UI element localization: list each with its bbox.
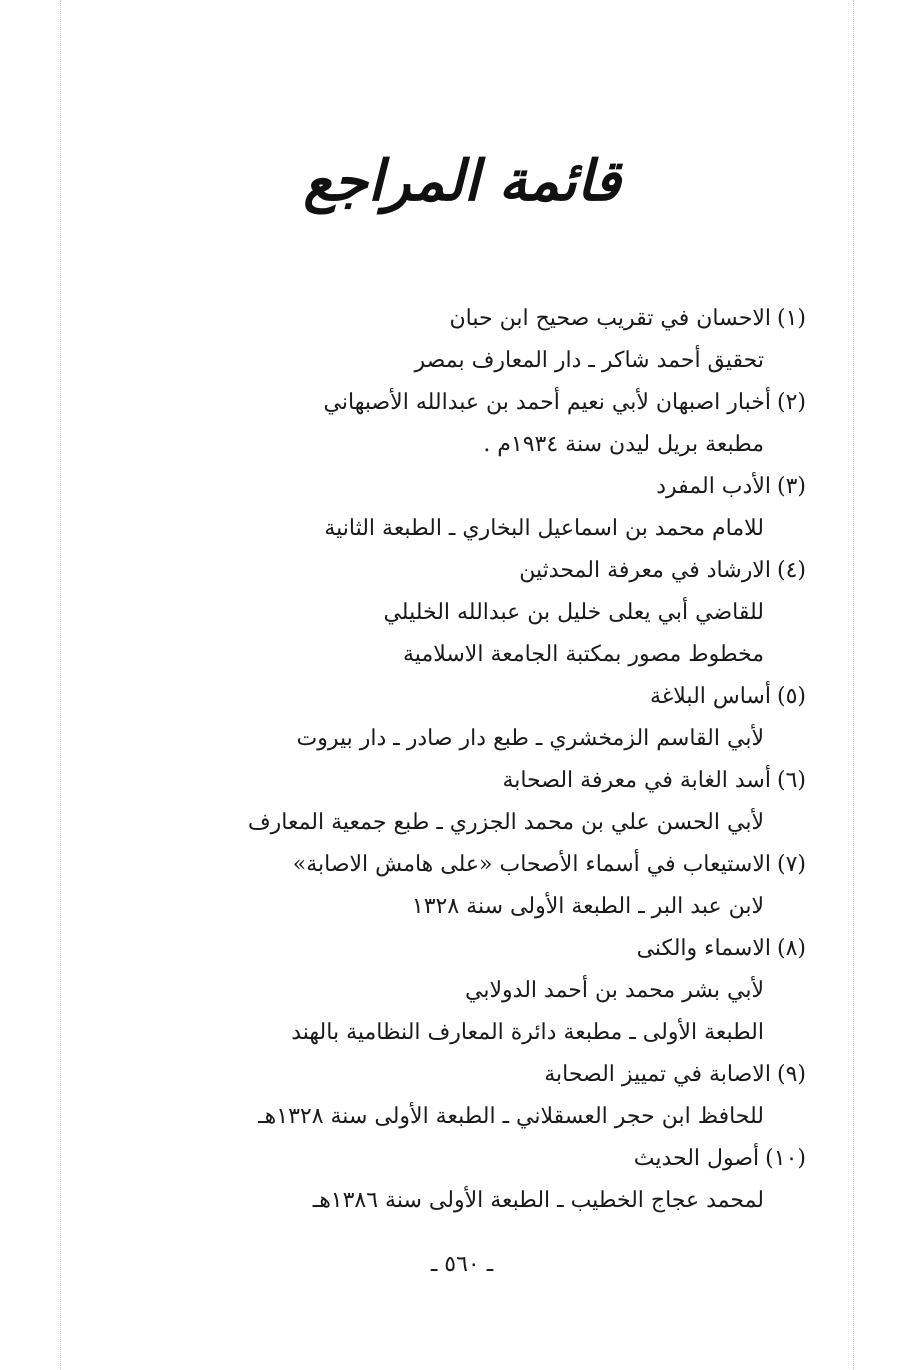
reference-detail: لأبي القاسم الزمخشري ـ طبع دار صادر ـ دار بيروت [296, 726, 764, 751]
reference-title [166, 1138, 806, 1180]
reference-title [166, 676, 806, 718]
reference-title [166, 928, 806, 970]
reference-detail: للقاضي أبي يعلى خليل بن عبدالله الخليلي [383, 600, 764, 625]
page-title: قائمة المراجع [303, 148, 621, 214]
reference-number: (٢) [776, 390, 806, 415]
reference-number: (٨) [776, 936, 806, 961]
reference-title-text: الارشاد في معرفة المحدثين [519, 558, 771, 583]
reference-title-text: الاسماء والكنى [636, 936, 771, 961]
reference-detail: لمحمد عجاج الخطيب ـ الطبعة الأولى سنة ١٣٨٦هـ [312, 1188, 764, 1213]
reference-number: (١٠) [765, 1146, 806, 1171]
reference-title [166, 1054, 806, 1096]
reference-detail: للامام محمد بن اسماعيل البخاري ـ الطبعة الثانية [324, 516, 764, 541]
reference-title [166, 844, 806, 886]
reference-title [166, 550, 806, 592]
reference-title [166, 298, 806, 340]
reference-number: (١) [776, 306, 806, 331]
reference-number: (٦) [776, 768, 806, 793]
reference-number: (٤) [776, 558, 806, 583]
reference-title-text: الاستيعاب في أسماء الأصحاب «على هامش الاصابة» [292, 852, 771, 877]
reference-title-text: الاحسان في تقريب صحيح ابن حبان [449, 306, 771, 331]
reference-title [166, 760, 806, 802]
reference-detail: لأبي بشر محمد بن أحمد الدولابي [465, 978, 764, 1003]
page-number: ـ ٥٦٠ ـ [430, 1252, 494, 1277]
reference-title [166, 382, 806, 424]
reference-title-text: أصول الحديث [633, 1146, 760, 1171]
reference-detail: تحقيق أحمد شاكر ـ دار المعارف بمصر [414, 348, 764, 373]
reference-number: (٥) [776, 684, 806, 709]
reference-detail: مخطوط مصور بمكتبة الجامعة الاسلامية [403, 642, 764, 667]
reference-detail: للحافظ ابن حجر العسقلاني ـ الطبعة الأولى سنة ١٣٢٨هـ [258, 1104, 764, 1129]
reference-list [166, 298, 806, 1222]
reference-number: (٩) [776, 1062, 806, 1087]
reference-detail: لأبي الحسن علي بن محمد الجزري ـ طبع جمعية المعارف [247, 810, 764, 835]
reference-title-text: أخبار اصبهان لأبي نعيم أحمد بن عبدالله الأصبهاني [323, 390, 771, 415]
reference-title-text: أسد الغابة في معرفة الصحابة [502, 768, 771, 793]
reference-title-text: الأدب المفرد [656, 474, 771, 499]
reference-detail: الطبعة الأولى ـ مطبعة دائرة المعارف النظامية بالهند [291, 1020, 764, 1045]
reference-title-text: أساس البلاغة [650, 684, 771, 709]
reference-title-text: الاصابة في تمييز الصحابة [544, 1062, 771, 1087]
reference-number: (٧) [776, 852, 806, 877]
reference-detail: مطبعة بريل ليدن سنة ١٩٣٤م . [483, 432, 764, 457]
reference-title [166, 466, 806, 508]
reference-number: (٣) [776, 474, 806, 499]
reference-detail: لابن عبد البر ـ الطبعة الأولى سنة ١٣٢٨ [411, 894, 764, 919]
